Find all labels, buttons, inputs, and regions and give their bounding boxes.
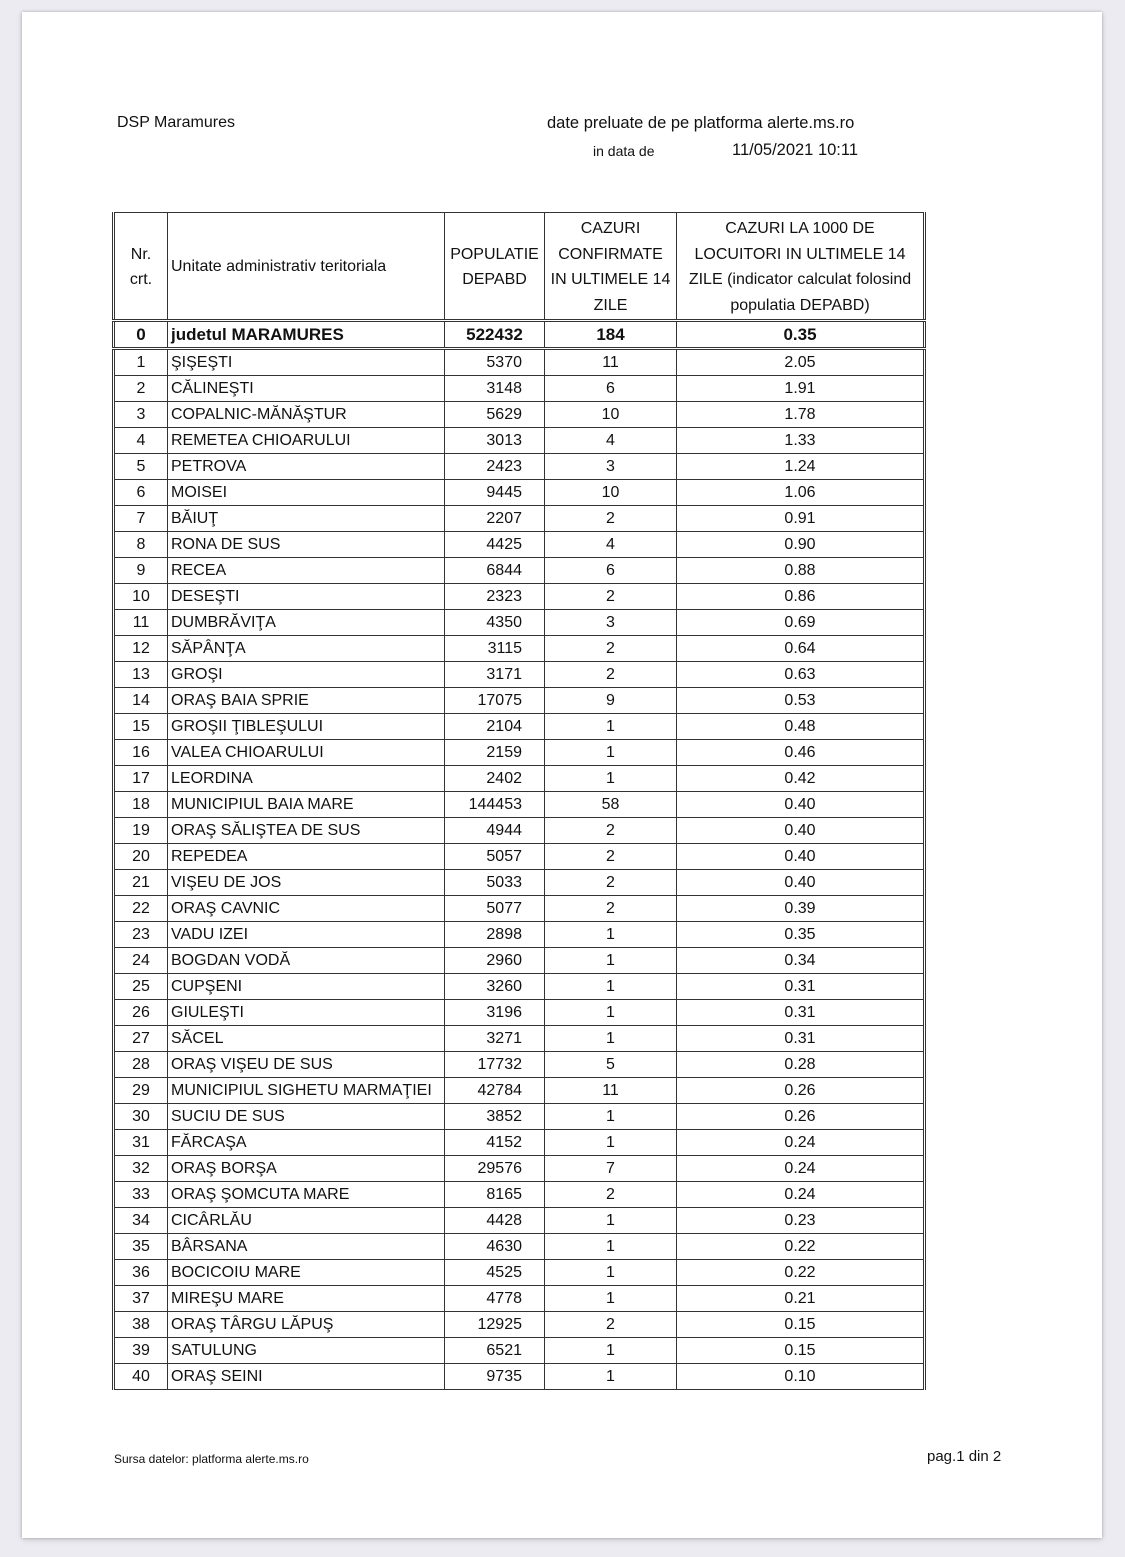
cell-rate: 0.91 — [677, 506, 925, 532]
cell-rate: 0.35 — [677, 321, 925, 349]
total-row — [114, 321, 925, 349]
cell-population: 5077 — [445, 896, 545, 922]
cell-cases: 1 — [545, 1338, 677, 1364]
cell-nr: 37 — [114, 1286, 168, 1312]
cell-nr: 27 — [114, 1026, 168, 1052]
column-header-unit: Unitate administrativ teritoriala — [168, 213, 445, 321]
cell-cases: 1 — [545, 922, 677, 948]
cell-rate: 0.46 — [677, 740, 925, 766]
cell-name: RECEA — [168, 558, 445, 584]
cell-rate: 0.31 — [677, 1000, 925, 1026]
cell-cases: 2 — [545, 584, 677, 610]
cell-name: ORAŞ TÂRGU LĂPUŞ — [168, 1312, 445, 1338]
cell-name: ORAŞ SEINI — [168, 1364, 445, 1390]
table-row — [114, 1000, 925, 1026]
table-header-row — [114, 213, 925, 321]
cell-rate: 0.48 — [677, 714, 925, 740]
table-row — [114, 792, 925, 818]
cell-cases: 1 — [545, 948, 677, 974]
cell-population: 3171 — [445, 662, 545, 688]
table-row — [114, 688, 925, 714]
cell-nr: 26 — [114, 1000, 168, 1026]
cell-name: VALEA CHIOARULUI — [168, 740, 445, 766]
cell-cases: 10 — [545, 480, 677, 506]
cell-cases: 1 — [545, 1000, 677, 1026]
cell-nr: 39 — [114, 1338, 168, 1364]
cell-nr: 8 — [114, 532, 168, 558]
table-row — [114, 870, 925, 896]
cell-population: 4428 — [445, 1208, 545, 1234]
cell-population: 2323 — [445, 584, 545, 610]
cell-name: DUMBRĂVIŢA — [168, 610, 445, 636]
cell-cases: 4 — [545, 428, 677, 454]
data-source-line: date preluate de pe platforma alerte.ms.ro — [547, 114, 855, 132]
cell-name: SATULUNG — [168, 1338, 445, 1364]
cell-population: 5370 — [445, 349, 545, 376]
cell-nr: 35 — [114, 1234, 168, 1260]
cell-name: judetul MARAMURES — [168, 321, 445, 349]
cell-nr: 28 — [114, 1052, 168, 1078]
footer-source: Sursa datelor: platforma alerte.ms.ro — [114, 1452, 309, 1466]
cell-cases: 1 — [545, 1234, 677, 1260]
cell-cases: 2 — [545, 1182, 677, 1208]
cell-nr: 33 — [114, 1182, 168, 1208]
cell-rate: 1.91 — [677, 376, 925, 402]
table-row — [114, 1026, 925, 1052]
cell-name: SĂCEL — [168, 1026, 445, 1052]
table-row — [114, 1104, 925, 1130]
cell-population: 3013 — [445, 428, 545, 454]
cell-name: VADU IZEI — [168, 922, 445, 948]
cell-cases: 6 — [545, 558, 677, 584]
column-header-rate: CAZURI LA 1000 DE LOCUITORI IN ULTIMELE 14 ZILE (indicator calculat folosind populatia DEPABD) — [677, 213, 925, 321]
cell-name: SĂPÂNŢA — [168, 636, 445, 662]
cell-name: COPALNIC-MĂNĂŞTUR — [168, 402, 445, 428]
table-row — [114, 506, 925, 532]
cell-population: 17732 — [445, 1052, 545, 1078]
cell-name: REMETEA CHIOARULUI — [168, 428, 445, 454]
cell-rate: 0.69 — [677, 610, 925, 636]
cell-nr: 40 — [114, 1364, 168, 1390]
cell-cases: 2 — [545, 844, 677, 870]
cell-cases: 5 — [545, 1052, 677, 1078]
cell-rate: 0.53 — [677, 688, 925, 714]
cell-nr: 34 — [114, 1208, 168, 1234]
table-row — [114, 714, 925, 740]
table-row — [114, 610, 925, 636]
cell-nr: 25 — [114, 974, 168, 1000]
cell-population: 4350 — [445, 610, 545, 636]
cell-nr: 5 — [114, 454, 168, 480]
cell-nr: 13 — [114, 662, 168, 688]
cell-name: ORAŞ VIŞEU DE SUS — [168, 1052, 445, 1078]
cell-rate: 1.33 — [677, 428, 925, 454]
table-row — [114, 480, 925, 506]
cell-cases: 1 — [545, 714, 677, 740]
cell-cases: 2 — [545, 636, 677, 662]
cell-cases: 184 — [545, 321, 677, 349]
cell-population: 2898 — [445, 922, 545, 948]
cell-cases: 1 — [545, 1104, 677, 1130]
cell-population: 9735 — [445, 1364, 545, 1390]
table-row — [114, 922, 925, 948]
cell-rate: 0.22 — [677, 1234, 925, 1260]
table-row — [114, 454, 925, 480]
cell-rate: 0.23 — [677, 1208, 925, 1234]
cell-name: PETROVA — [168, 454, 445, 480]
table-row — [114, 532, 925, 558]
table-row — [114, 1312, 925, 1338]
cell-nr: 2 — [114, 376, 168, 402]
cell-population: 4630 — [445, 1234, 545, 1260]
cell-population: 3260 — [445, 974, 545, 1000]
cell-name: CUPŞENI — [168, 974, 445, 1000]
cell-nr: 6 — [114, 480, 168, 506]
cell-cases: 1 — [545, 1286, 677, 1312]
cell-population: 17075 — [445, 688, 545, 714]
cell-rate: 0.15 — [677, 1312, 925, 1338]
cell-population: 3196 — [445, 1000, 545, 1026]
cell-name: MOISEI — [168, 480, 445, 506]
cell-rate: 0.26 — [677, 1078, 925, 1104]
cell-name: MUNICIPIUL SIGHETU MARMAŢIEI — [168, 1078, 445, 1104]
cell-rate: 0.31 — [677, 974, 925, 1000]
cell-rate: 0.90 — [677, 532, 925, 558]
table-row — [114, 740, 925, 766]
table-row — [114, 1052, 925, 1078]
cell-rate: 0.22 — [677, 1260, 925, 1286]
cell-population: 2104 — [445, 714, 545, 740]
cell-name: GROŞI — [168, 662, 445, 688]
table-row — [114, 1130, 925, 1156]
cell-name: REPEDEA — [168, 844, 445, 870]
cell-population: 3271 — [445, 1026, 545, 1052]
cell-rate: 0.63 — [677, 662, 925, 688]
cell-name: LEORDINA — [168, 766, 445, 792]
cell-name: DESEŞTI — [168, 584, 445, 610]
cell-population: 9445 — [445, 480, 545, 506]
cell-nr: 20 — [114, 844, 168, 870]
cell-rate: 0.24 — [677, 1130, 925, 1156]
cell-cases: 1 — [545, 974, 677, 1000]
cell-name: BÂRSANA — [168, 1234, 445, 1260]
cell-cases: 9 — [545, 688, 677, 714]
table-row — [114, 636, 925, 662]
cell-population: 2960 — [445, 948, 545, 974]
cell-cases: 2 — [545, 506, 677, 532]
column-header-nr: Nr. crt. — [114, 213, 168, 321]
table-row — [114, 662, 925, 688]
cell-population: 4525 — [445, 1260, 545, 1286]
cell-nr: 21 — [114, 870, 168, 896]
cell-nr: 24 — [114, 948, 168, 974]
cell-name: VIŞEU DE JOS — [168, 870, 445, 896]
cell-rate: 0.42 — [677, 766, 925, 792]
table-row — [114, 376, 925, 402]
cell-rate: 2.05 — [677, 349, 925, 376]
cell-population: 8165 — [445, 1182, 545, 1208]
cell-name: ORAŞ BORŞA — [168, 1156, 445, 1182]
cell-nr: 9 — [114, 558, 168, 584]
organization-name: DSP Maramures — [117, 114, 235, 131]
cell-cases: 2 — [545, 870, 677, 896]
table-row — [114, 428, 925, 454]
cell-nr: 18 — [114, 792, 168, 818]
cell-nr: 17 — [114, 766, 168, 792]
cell-population: 6844 — [445, 558, 545, 584]
cell-population: 6521 — [445, 1338, 545, 1364]
cell-rate: 1.78 — [677, 402, 925, 428]
cell-population: 5033 — [445, 870, 545, 896]
cell-name: BOGDAN VODĂ — [168, 948, 445, 974]
cell-name: CĂLINEŞTI — [168, 376, 445, 402]
cell-population: 29576 — [445, 1156, 545, 1182]
table-row — [114, 584, 925, 610]
cell-population: 3148 — [445, 376, 545, 402]
cell-name: BĂIUŢ — [168, 506, 445, 532]
column-header-population: POPULATIE DEPABD — [445, 213, 545, 321]
cell-name: GIULEŞTI — [168, 1000, 445, 1026]
cell-cases: 7 — [545, 1156, 677, 1182]
cell-rate: 1.24 — [677, 454, 925, 480]
cell-rate: 0.31 — [677, 1026, 925, 1052]
table-row — [114, 1156, 925, 1182]
cell-rate: 0.39 — [677, 896, 925, 922]
cell-rate: 0.35 — [677, 922, 925, 948]
cell-nr: 11 — [114, 610, 168, 636]
document-page — [22, 12, 1102, 1538]
cell-cases: 4 — [545, 532, 677, 558]
cell-cases: 1 — [545, 1026, 677, 1052]
table-row — [114, 1364, 925, 1390]
cell-population: 2423 — [445, 454, 545, 480]
cell-nr: 12 — [114, 636, 168, 662]
cell-nr: 19 — [114, 818, 168, 844]
cell-name: ORAŞ ŞOMCUTA MARE — [168, 1182, 445, 1208]
cell-name: MUNICIPIUL BAIA MARE — [168, 792, 445, 818]
table-row — [114, 558, 925, 584]
cell-nr: 36 — [114, 1260, 168, 1286]
cell-rate: 0.24 — [677, 1156, 925, 1182]
cell-population: 4152 — [445, 1130, 545, 1156]
table-row — [114, 818, 925, 844]
table-row — [114, 1208, 925, 1234]
cell-nr: 7 — [114, 506, 168, 532]
date-label: in data de — [593, 143, 655, 159]
cell-nr: 30 — [114, 1104, 168, 1130]
cell-population: 2159 — [445, 740, 545, 766]
cell-cases: 1 — [545, 1208, 677, 1234]
cell-name: SUCIU DE SUS — [168, 1104, 445, 1130]
table-row — [114, 1234, 925, 1260]
column-header-cases: CAZURI CONFIRMATE IN ULTIMELE 14 ZILE — [545, 213, 677, 321]
cell-cases: 2 — [545, 1312, 677, 1338]
cell-population: 5057 — [445, 844, 545, 870]
cell-cases: 1 — [545, 1130, 677, 1156]
table-row — [114, 896, 925, 922]
cell-name: CICÂRLĂU — [168, 1208, 445, 1234]
cell-nr: 16 — [114, 740, 168, 766]
cell-cases: 1 — [545, 1364, 677, 1390]
cell-rate: 0.86 — [677, 584, 925, 610]
cell-cases: 3 — [545, 610, 677, 636]
cell-name: GROŞII ŢIBLEŞULUI — [168, 714, 445, 740]
table-row — [114, 948, 925, 974]
cell-rate: 0.40 — [677, 844, 925, 870]
table-row — [114, 349, 925, 376]
cell-rate: 0.34 — [677, 948, 925, 974]
cell-nr: 14 — [114, 688, 168, 714]
cell-cases: 58 — [545, 792, 677, 818]
cell-nr: 31 — [114, 1130, 168, 1156]
cell-population: 144453 — [445, 792, 545, 818]
table-row — [114, 402, 925, 428]
cell-cases: 10 — [545, 402, 677, 428]
cell-cases: 1 — [545, 766, 677, 792]
table-row — [114, 1286, 925, 1312]
cell-rate: 0.40 — [677, 870, 925, 896]
cell-nr: 1 — [114, 349, 168, 376]
cell-nr: 4 — [114, 428, 168, 454]
cell-population: 4425 — [445, 532, 545, 558]
cell-rate: 0.28 — [677, 1052, 925, 1078]
cell-name: FĂRCAŞA — [168, 1130, 445, 1156]
page-number: pag.1 din 2 — [927, 1448, 1002, 1465]
cell-nr: 38 — [114, 1312, 168, 1338]
table-row — [114, 1182, 925, 1208]
cell-nr: 23 — [114, 922, 168, 948]
cell-population: 4944 — [445, 818, 545, 844]
cell-nr: 29 — [114, 1078, 168, 1104]
cell-nr: 22 — [114, 896, 168, 922]
cell-cases: 2 — [545, 662, 677, 688]
cell-population: 5629 — [445, 402, 545, 428]
cell-rate: 0.10 — [677, 1364, 925, 1390]
cell-nr: 10 — [114, 584, 168, 610]
cell-rate: 0.40 — [677, 792, 925, 818]
cell-cases: 6 — [545, 376, 677, 402]
cell-name: ORAŞ SĂLIŞTEA DE SUS — [168, 818, 445, 844]
cell-population: 3115 — [445, 636, 545, 662]
cell-cases: 2 — [545, 896, 677, 922]
cell-population: 12925 — [445, 1312, 545, 1338]
cell-cases: 11 — [545, 349, 677, 376]
table-row — [114, 1078, 925, 1104]
cell-name: ŞIŞEŞTI — [168, 349, 445, 376]
cell-population: 2402 — [445, 766, 545, 792]
table-row — [114, 1338, 925, 1364]
cell-name: MIREŞU MARE — [168, 1286, 445, 1312]
cell-cases: 3 — [545, 454, 677, 480]
cell-nr: 0 — [114, 321, 168, 349]
cell-cases: 2 — [545, 818, 677, 844]
cell-rate: 0.64 — [677, 636, 925, 662]
cell-cases: 1 — [545, 740, 677, 766]
cell-population: 42784 — [445, 1078, 545, 1104]
cell-cases: 1 — [545, 1260, 677, 1286]
cell-name: ORAŞ BAIA SPRIE — [168, 688, 445, 714]
cell-rate: 0.26 — [677, 1104, 925, 1130]
cell-population: 3852 — [445, 1104, 545, 1130]
cell-cases: 11 — [545, 1078, 677, 1104]
cell-rate: 0.40 — [677, 818, 925, 844]
cell-population: 4778 — [445, 1286, 545, 1312]
cell-nr: 15 — [114, 714, 168, 740]
cell-name: RONA DE SUS — [168, 532, 445, 558]
cases-table — [112, 212, 926, 1390]
table-row — [114, 1260, 925, 1286]
cell-name: BOCICOIU MARE — [168, 1260, 445, 1286]
cell-rate: 0.21 — [677, 1286, 925, 1312]
cell-name: ORAŞ CAVNIC — [168, 896, 445, 922]
cell-rate: 0.15 — [677, 1338, 925, 1364]
cell-rate: 0.24 — [677, 1182, 925, 1208]
cell-population: 2207 — [445, 506, 545, 532]
date-value: 11/05/2021 10:11 — [732, 141, 859, 159]
cell-population: 522432 — [445, 321, 545, 349]
cell-nr: 32 — [114, 1156, 168, 1182]
table-row — [114, 766, 925, 792]
table-row — [114, 844, 925, 870]
cell-rate: 0.88 — [677, 558, 925, 584]
cell-rate: 1.06 — [677, 480, 925, 506]
cell-nr: 3 — [114, 402, 168, 428]
table-row — [114, 974, 925, 1000]
